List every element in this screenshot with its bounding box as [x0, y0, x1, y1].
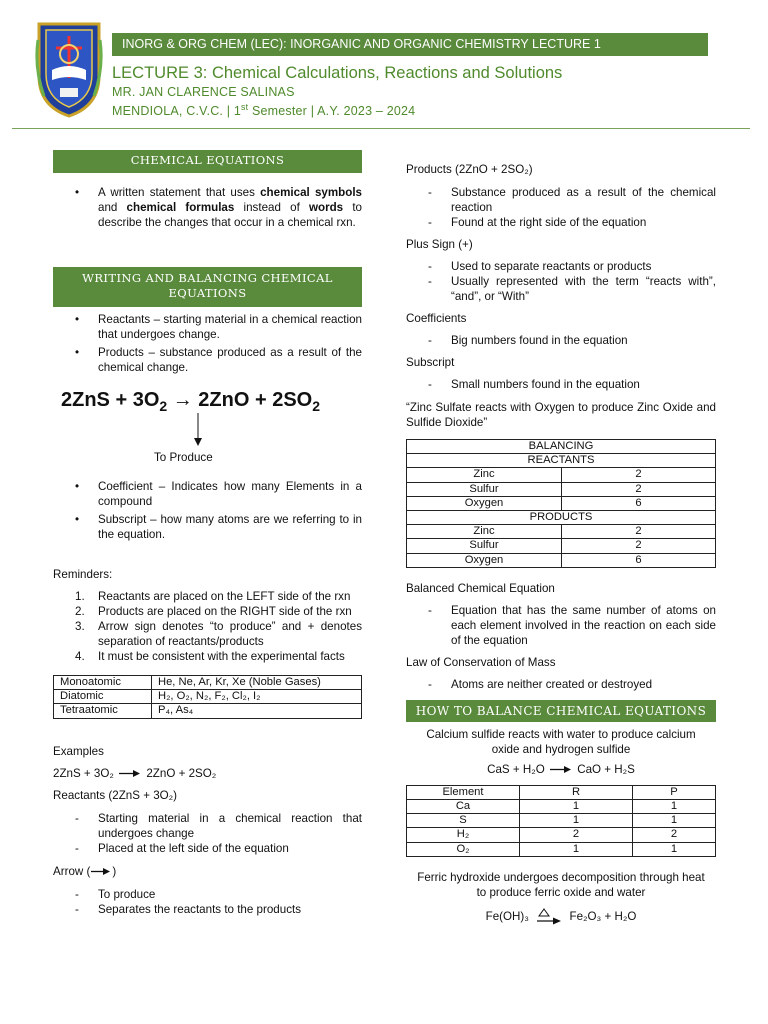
- coefficients-heading: Coefficients: [406, 312, 467, 325]
- table-row: O₂ 1 1: [407, 842, 716, 856]
- list-item: - Substance produced as a result of the chemical reaction: [406, 185, 716, 215]
- reminder-item: 1. Reactants are placed on the LEFT side of the rxn: [75, 590, 351, 603]
- arrow-icon: [91, 867, 111, 876]
- products-label: PRODUCTS: [407, 511, 716, 525]
- table-row: Oxygen 6: [407, 496, 716, 510]
- balanced-equation-heading: Balanced Chemical Equation: [406, 581, 555, 595]
- reminder-item: 4. It must be consistent with the experimental facts: [75, 650, 345, 663]
- author-semester-line: [112, 102, 415, 118]
- examples-heading: Examples: [53, 744, 104, 758]
- university-seal-logo: [34, 18, 104, 118]
- list-item: - Usually represented with the term “reacts with”, “and”, or “With”: [406, 274, 716, 304]
- reactants-bullet: • Reactants – starting material in a chemical reaction that undergoes change.: [53, 312, 362, 342]
- heat-arrow-icon: [536, 908, 562, 926]
- list-item: - Found at the right side of the equation: [406, 215, 716, 230]
- reminders-heading: Reminders:: [53, 568, 113, 581]
- table-row: Zinc 2: [407, 525, 716, 539]
- element-count-table: [406, 785, 716, 857]
- ferric-hydroxide-equation: Fe(OH)₃ Fe₂O₃ + H₂O: [406, 908, 716, 926]
- subscript-bullet: • Subscript – how many atoms are we referring to in the equation.: [53, 512, 362, 542]
- subscript-heading: Subscript: [406, 356, 455, 369]
- conservation-notes: [406, 677, 716, 692]
- lecture-title: LECTURE 3: Chemical Calculations, Reactions and Solutions: [112, 64, 563, 82]
- list-item: - Used to separate reactants or products: [406, 259, 716, 274]
- definition-list: [53, 185, 362, 230]
- subscript-notes: [406, 377, 716, 392]
- list-item: - Starting material in a chemical reaction that undergoes change: [53, 811, 362, 841]
- table-row: Sulfur 2: [407, 539, 716, 553]
- arrow-notes: [53, 887, 362, 917]
- table-header-row: Element R P: [407, 785, 716, 799]
- meta-prefix: MENDIOLA, C.V.C. | 1: [112, 104, 242, 119]
- example-quote: “Zinc Sulfate reacts with Oxygen to produce Zinc Oxide and Sulfide Dioxide”: [406, 401, 716, 429]
- list-item: - Big numbers found in the equation: [406, 333, 716, 348]
- table-row: Tetraatomic P₄, As₄: [54, 704, 362, 718]
- calcium-sulfide-equation: CaS + H₂O CaO + H₂S: [487, 762, 635, 776]
- reactants-products-list: [53, 312, 362, 375]
- arrow-icon: [119, 769, 141, 778]
- products-bullet: • Products – substance produced as a result of the chemical change.: [53, 345, 362, 375]
- reminders-list: [53, 589, 362, 664]
- list-item: - Placed at the left side of the equation: [53, 841, 362, 856]
- reminder-item: 3. Arrow sign denotes “to produce” and + denotes separation of reactants/products: [75, 620, 362, 648]
- conservation-heading: Law of Conservation of Mass: [406, 655, 556, 669]
- table-row: Zinc 2: [407, 468, 716, 482]
- course-banner: INORG & ORG CHEM (LEC): INORGANIC AND ORGANIC CHEMISTRY LECTURE 1: [112, 33, 708, 56]
- balancing-table: [406, 439, 716, 568]
- down-arrow-icon: [191, 413, 205, 447]
- atomicity-table: [53, 675, 362, 719]
- reminder-item: 2. Products are placed on the RIGHT side of the rxn: [75, 605, 352, 618]
- plus-sign-heading: Plus Sign (+): [406, 238, 473, 251]
- table-row: Ca 1 1: [407, 800, 716, 814]
- section-writing-balancing-heading: WRITING AND BALANCING CHEMICAL EQUATIONS: [53, 267, 362, 307]
- to-produce-label: To Produce: [154, 451, 213, 464]
- ferric-hydroxide-text: Ferric hydroxide undergoes decomposition through heat to produce ferric oxide and water: [417, 870, 705, 899]
- list-item: - To produce: [53, 887, 362, 902]
- table-row: Diatomic H₂, O₂, N₂, F₂, Cl₂, I₂: [54, 690, 362, 704]
- section-how-to-balance-heading: HOW TO BALANCE CHEMICAL EQUATIONS: [406, 700, 716, 722]
- coefficient-bullet: • Coefficient – Indicates how many Elements in a compound: [53, 479, 362, 509]
- table-row: S 1 1: [407, 814, 716, 828]
- list-item: - Equation that has the same number of atoms on each element involved in the reaction on each side of the equation: [406, 603, 716, 648]
- reactants-label: REACTANTS: [407, 454, 716, 468]
- list-item: - Atoms are neither created or destroyed: [406, 677, 716, 692]
- big-equation: $2ZnS + 3O_2 \to 2ZnO + 2SO_2$: [61, 389, 321, 414]
- right-column: [406, 163, 716, 926]
- calcium-sulfide-text: Calcium sulfide reacts with water to produce calcium oxide and hydrogen sulfide: [426, 727, 696, 756]
- meta-ordinal: st: [241, 102, 249, 112]
- list-item: - Separates the reactants to the products: [53, 902, 362, 917]
- table-row: H₂ 2 2: [407, 828, 716, 842]
- table-row: Sulfur 2: [407, 482, 716, 496]
- example-equation: 2ZnS + 3O₂ 2ZnO + 2SO₂: [53, 766, 217, 780]
- definition-item: • A written statement that uses chemical symbols and chemical formulas instead of words to describe the changes that occur in a chemical rxn.: [53, 185, 362, 230]
- arrow-icon: [550, 765, 572, 774]
- reactants-notes: [53, 811, 362, 856]
- header-divider: [12, 128, 750, 129]
- table-row: Monoatomic He, Ne, Ar, Kr, Xe (Noble Gases): [54, 676, 362, 690]
- meta-suffix: Semester | A.Y. 2023 – 2024: [248, 104, 416, 119]
- balancing-title: BALANCING: [407, 440, 716, 454]
- reactants-heading: Reactants (2ZnS + 3O₂): [53, 788, 178, 802]
- instructor-name: MR. JAN CLARENCE SALINAS: [112, 85, 295, 99]
- coefficient-subscript-list: [53, 479, 362, 542]
- table-row: Oxygen 6: [407, 553, 716, 567]
- left-column: [53, 150, 362, 917]
- plus-sign-notes: [406, 259, 716, 304]
- list-item: - Small numbers found in the equation: [406, 377, 716, 392]
- coefficients-notes: [406, 333, 716, 348]
- products-notes: [406, 185, 716, 230]
- arrow-heading: Arrow ( ): [53, 864, 117, 878]
- balanced-equation-notes: [406, 603, 716, 648]
- big-equation-figure: [53, 381, 362, 476]
- section-chemical-equations-heading: CHEMICAL EQUATIONS: [53, 150, 362, 173]
- products-heading: Products (2ZnO + 2SO₂): [406, 163, 533, 176]
